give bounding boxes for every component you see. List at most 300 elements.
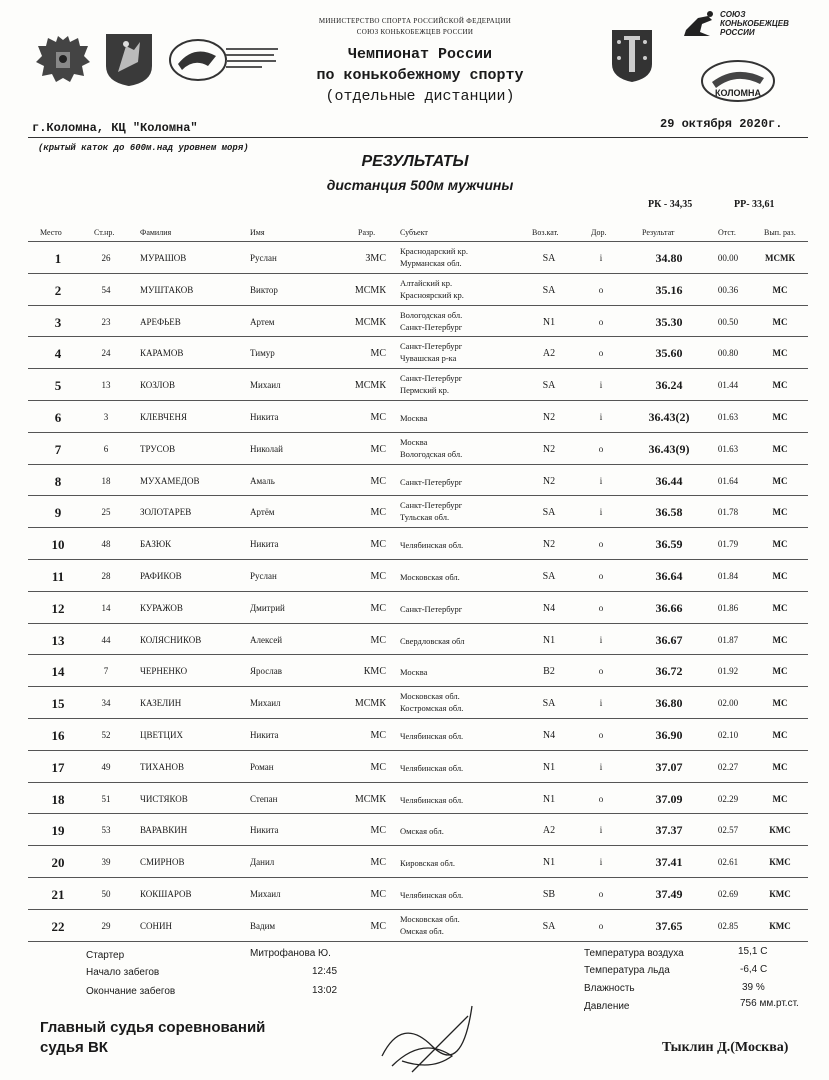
kolomna-arena-logo [700, 58, 776, 104]
result-cell: 35.60 [655, 346, 683, 361]
region-line-1: Санкт-Петербург [400, 373, 463, 384]
result-cell: 36.24 [655, 378, 683, 393]
bib-cell: 24 [101, 348, 111, 359]
region-line-1: Челябинская обл. [400, 540, 464, 551]
region-cell [400, 794, 463, 806]
category-cell: МС [772, 698, 788, 709]
air-temperature-label: Температура воздуха [584, 948, 684, 959]
age-category-cell: SA [542, 507, 556, 519]
category-cell: МС [772, 793, 788, 804]
place-cell: 9 [54, 505, 62, 521]
behind-cell: 00.36 [717, 284, 739, 295]
table-row [28, 528, 808, 560]
last-name-cell: ЧЕРНЕНКО [140, 666, 188, 677]
first-name-cell: Николай [250, 443, 283, 454]
behind-cell: 01.86 [717, 602, 739, 613]
bib-cell: 13 [101, 380, 111, 391]
table-row [28, 814, 808, 846]
behind-cell: 02.57 [717, 825, 739, 836]
table-row [28, 401, 808, 433]
region-line-1: Челябинская обл. [400, 730, 464, 741]
category-cell: МС [772, 729, 788, 740]
region-cell [400, 825, 444, 837]
bib-cell: 14 [101, 602, 111, 613]
rank-cell: МС [370, 857, 386, 869]
last-name-cell: СОНИН [140, 920, 173, 931]
distance-title: дистанция 500м мужчины [326, 177, 514, 193]
place-cell: 14 [51, 664, 65, 680]
humidity-value: 39 % [742, 982, 765, 993]
first-name-cell: Артём [250, 507, 275, 518]
place-cell: 15 [51, 696, 65, 712]
first-name-cell: Тимур [250, 348, 275, 359]
bib-cell: 44 [101, 634, 111, 645]
rank-cell: МСМК [354, 316, 386, 328]
category-cell: МС [772, 380, 788, 391]
age-category-cell: N1 [542, 761, 556, 773]
rank-cell: ЗМС [365, 253, 386, 264]
bib-cell: 48 [101, 539, 111, 550]
first-name-cell: Никита [250, 825, 279, 836]
last-name-cell: КУРАЖОВ [140, 602, 183, 613]
behind-cell: 01.64 [717, 475, 739, 486]
category-cell: КМС [769, 825, 791, 836]
rank-cell: МСМК [354, 284, 386, 296]
age-category-cell: SA [542, 284, 556, 296]
rank-cell: МС [370, 761, 386, 773]
place-cell: 6 [54, 409, 62, 425]
lane-cell: i [599, 475, 603, 486]
age-category-cell: B2 [543, 666, 555, 678]
first-name-cell: Виктор [250, 284, 278, 295]
region-cell [400, 499, 462, 523]
region-line-1: Московская обл. [400, 691, 460, 702]
first-name-cell: Роман [250, 761, 274, 772]
lane-cell: i [599, 507, 603, 518]
table-header [28, 228, 808, 240]
category-cell: МС [772, 348, 788, 359]
ministry-header [290, 16, 540, 38]
lane-cell: i [599, 380, 603, 391]
place-cell: 4 [54, 346, 62, 362]
age-category-cell: SA [542, 253, 556, 264]
col-rank: Разр. [358, 228, 376, 237]
first-name-cell: Руслан [250, 570, 277, 581]
place-cell: 21 [51, 886, 65, 902]
union-logo-line-3: РОССИИ [720, 28, 755, 37]
table-row [28, 337, 808, 369]
first-name-cell: Михаил [250, 380, 281, 391]
region-cell [400, 436, 462, 460]
result-cell: 37.07 [655, 759, 683, 774]
rank-cell: МСМК [354, 793, 386, 805]
category-cell: МС [772, 666, 788, 677]
region-line-1: Вологодская обл. [400, 309, 463, 320]
place-cell: 16 [51, 727, 65, 743]
age-category-cell: N2 [542, 411, 556, 423]
table-row [28, 910, 808, 942]
result-cell: 37.49 [655, 886, 683, 901]
title-line-2: по конькобежному спорту [316, 67, 524, 84]
region-line-1: Челябинская обл. [400, 762, 464, 773]
place-cell: 8 [54, 473, 62, 489]
age-category-cell: SB [542, 888, 556, 900]
region-line-2: Костромская обл. [400, 703, 464, 714]
region-line-1: Санкт-Петербург [400, 500, 463, 511]
col-region: Субъект [400, 228, 428, 237]
place-cell: 22 [51, 918, 65, 934]
lane-cell: o [598, 888, 604, 899]
first-name-cell: Руслан [250, 253, 277, 263]
chief-judge-name: Тыклин Д.(Москва) [662, 1040, 789, 1055]
region-line-1: Московская обл. [400, 571, 460, 582]
last-name-cell: МУХАМЕДОВ [140, 475, 200, 486]
starter-value: Митрофанова Ю. [250, 948, 331, 959]
lane-cell: o [598, 602, 604, 613]
title-line-3: (отдельные дистанции) [325, 88, 515, 105]
russia-record: РР- 33,61 [734, 199, 775, 210]
place-cell: 7 [54, 441, 62, 457]
place-cell: 1 [54, 251, 62, 266]
signature [372, 996, 492, 1076]
first-name-cell: Дмитрий [250, 602, 285, 613]
result-cell: 37.65 [655, 918, 683, 933]
bib-cell: 39 [101, 857, 111, 868]
region-cell [400, 857, 455, 869]
behind-cell: 01.63 [717, 411, 739, 422]
air-temperature-value: 15,1 С [738, 946, 768, 957]
lane-cell: o [598, 443, 604, 454]
lane-cell: i [599, 698, 603, 709]
first-name-cell: Артем [250, 316, 275, 327]
region-cell [400, 245, 468, 269]
last-name-cell: БАЗЮК [140, 539, 172, 550]
table-row [28, 783, 808, 815]
table-row [28, 846, 808, 878]
last-name-cell: ЗОЛОТАРЕВ [140, 507, 192, 518]
lane-cell: o [598, 729, 604, 740]
judge-line-2: судья ВК [40, 1039, 108, 1056]
table-row [28, 624, 808, 656]
header-divider [28, 137, 808, 138]
age-category-cell: N1 [542, 634, 556, 646]
bib-cell: 52 [101, 729, 111, 740]
col-lane: Дор. [591, 228, 607, 237]
category-cell: МС [772, 761, 788, 772]
category-cell: МС [772, 602, 788, 613]
last-name-cell: КАЗЕЛИН [140, 698, 182, 709]
bib-cell: 49 [101, 761, 111, 772]
ice-temperature-label: Температура льда [584, 965, 670, 976]
result-cell: 36.80 [655, 696, 683, 711]
ice-temperature-value: -6,4 С [740, 964, 768, 975]
last-name-cell: СМИРНОВ [140, 857, 185, 868]
col-category-achieved: Вып. раз. [764, 228, 796, 237]
category-cell: КМС [769, 857, 791, 868]
behind-cell: 02.61 [717, 857, 739, 868]
age-category-cell: A2 [542, 348, 556, 360]
behind-cell: 01.78 [717, 507, 739, 518]
behind-cell: 01.44 [717, 380, 739, 391]
rank-cell: МС [370, 825, 386, 837]
region-line-1: Свердловская обл [400, 635, 465, 646]
lane-cell: o [598, 539, 604, 550]
region-cell [400, 635, 465, 647]
region-cell [400, 309, 462, 333]
skater-icon [680, 10, 718, 40]
category-cell: МС [772, 443, 788, 454]
union-logo-line-2: КОНЬКОБЕЖЦЕВ [720, 19, 789, 28]
region-line-2: Санкт-Петербург [400, 321, 463, 332]
region-line-1: Москва [400, 667, 428, 678]
last-name-cell: РАФИКОВ [140, 570, 182, 581]
bib-cell: 23 [101, 316, 111, 327]
age-category-cell: N4 [542, 729, 556, 741]
start-time-value: 12:45 [312, 966, 338, 977]
last-name-cell: ЧИСТЯКОВ [140, 793, 188, 804]
result-cell: 36.59 [655, 537, 683, 552]
place-cell: 10 [51, 537, 65, 553]
place-cell: 12 [51, 600, 65, 616]
table-row [28, 560, 808, 592]
first-name-cell: Никита [250, 539, 279, 550]
region-cell [400, 412, 427, 424]
rank-cell: МС [370, 888, 386, 900]
table-row [28, 496, 808, 528]
event-date: 29 октября 2020г. [660, 117, 783, 131]
bib-cell: 34 [101, 698, 111, 709]
bib-cell: 6 [103, 443, 109, 454]
behind-cell: 02.10 [717, 729, 739, 740]
rank-cell: МС [370, 729, 386, 741]
age-category-cell: N2 [542, 475, 556, 487]
table-row [28, 433, 808, 465]
last-name-cell: ТРУСОВ [140, 443, 176, 454]
rank-cell: МС [370, 539, 386, 551]
region-cell [400, 372, 462, 396]
lane-cell: o [598, 920, 604, 931]
rank-cell: МС [370, 348, 386, 360]
last-name-cell: МУШТАКОВ [140, 284, 194, 295]
bib-cell: 29 [101, 920, 111, 931]
rank-cell: МС [370, 475, 386, 487]
age-category-cell: N1 [542, 316, 556, 328]
behind-cell: 01.84 [717, 570, 739, 581]
result-cell: 36.66 [655, 600, 683, 615]
region-cell [400, 340, 462, 364]
age-category-cell: N4 [542, 602, 556, 614]
age-category-cell: SA [542, 920, 556, 932]
lane-cell: o [598, 284, 604, 295]
age-category-cell: N2 [542, 443, 556, 455]
track-record: РК - 34,35 [648, 199, 693, 210]
first-name-cell: Ярослав [250, 666, 282, 677]
result-cell: 36.67 [655, 632, 683, 647]
venue: г.Коломна, КЦ "Коломна" [32, 121, 198, 135]
age-category-cell: N1 [542, 793, 556, 805]
last-name-cell: АРЕФЬЕВ [140, 316, 181, 327]
rank-cell: МС [370, 443, 386, 455]
category-cell: МСМК [764, 253, 795, 263]
region-line-2: Чувашская р-ка [400, 353, 457, 364]
lane-cell: o [598, 666, 604, 677]
region-cell [400, 690, 463, 714]
lane-cell: o [598, 570, 604, 581]
behind-cell: 00.80 [717, 348, 739, 359]
place-cell: 19 [51, 823, 65, 839]
rank-cell: МС [370, 634, 386, 646]
moscow-region-federation-logo [168, 36, 280, 82]
bib-cell: 25 [101, 507, 111, 518]
region-line-1: Челябинская обл. [400, 794, 464, 805]
bib-cell: 51 [101, 793, 111, 804]
rank-cell: МС [370, 411, 386, 423]
lane-cell: o [598, 316, 604, 327]
place-cell: 13 [51, 632, 65, 648]
rank-cell: МСМК [354, 698, 386, 710]
col-behind: Отст. [718, 228, 736, 237]
table-row [28, 687, 808, 719]
lane-cell: i [599, 857, 603, 868]
col-result: Результат [642, 228, 675, 237]
region-line-1: Краснодарский кр. [400, 246, 468, 256]
table-row [28, 465, 808, 497]
age-category-cell: A2 [542, 825, 556, 837]
region-line-1: Москва [400, 412, 428, 423]
region-line-1: Омская обл. [400, 826, 444, 837]
start-time-label: Начало забегов [86, 967, 160, 978]
bib-cell: 54 [101, 284, 111, 295]
region-cell [400, 603, 462, 615]
table-row [28, 655, 808, 687]
category-cell: КМС [769, 920, 791, 931]
region-cell [400, 539, 463, 551]
region-cell [400, 762, 463, 774]
moscow-coat-of-arms-logo [104, 32, 154, 88]
humidity-label: Влажность [584, 983, 635, 994]
result-cell: 36.44 [655, 473, 683, 488]
last-name-cell: ВАРАВКИН [140, 825, 188, 836]
last-name-cell: КОЗЛОВ [140, 380, 175, 391]
rank-cell: МСМК [354, 380, 386, 392]
region-line-1: Кировская обл. [400, 858, 455, 869]
judge-line-1: Главный судья соревнований [40, 1019, 266, 1036]
col-first-name: Имя [250, 228, 265, 237]
pressure-value: 756 мм.рт.ст. [740, 998, 799, 1009]
category-cell: МС [772, 475, 788, 486]
first-name-cell: Степан [250, 793, 278, 804]
place-cell: 3 [54, 314, 62, 330]
region-line-1: Челябинская обл. [400, 889, 464, 900]
table-row [28, 878, 808, 910]
first-name-cell: Вадим [250, 920, 276, 931]
chief-judge-title [40, 1018, 265, 1058]
behind-cell: 02.27 [717, 761, 739, 772]
championship-title [270, 44, 570, 107]
table-row [28, 369, 808, 401]
title-line-1: Чемпионат России [347, 46, 493, 63]
lane-cell: o [598, 348, 604, 359]
table-row [28, 719, 808, 751]
rank-cell: МС [370, 570, 386, 582]
lane-cell: o [598, 793, 604, 804]
behind-cell: 01.87 [717, 634, 739, 645]
table-row [28, 751, 808, 783]
region-cell [400, 913, 460, 937]
category-cell: МС [772, 539, 788, 550]
region-cell [400, 277, 464, 301]
region-line-2: Мурманская обл. [400, 258, 462, 268]
result-cell: 37.09 [655, 791, 683, 806]
last-name-cell: ТИХАНОВ [140, 761, 184, 772]
lane-cell: i [599, 634, 603, 645]
union-logo-line-1: СОЮЗ [720, 10, 746, 19]
region-cell [400, 730, 463, 742]
bib-cell: 18 [101, 475, 111, 486]
table-row [28, 274, 808, 306]
results-table [28, 241, 808, 942]
rank-cell: МС [370, 602, 386, 614]
bib-cell: 53 [101, 825, 111, 836]
first-name-cell: Алексей [250, 634, 283, 645]
rank-cell: КМС [363, 666, 386, 678]
pressure-label: Давление [584, 1001, 630, 1012]
result-cell: 35.30 [655, 314, 683, 329]
bib-cell: 7 [103, 666, 109, 677]
place-cell: 2 [54, 282, 62, 298]
result-cell: 36.64 [655, 568, 683, 583]
category-cell: МС [772, 570, 788, 581]
result-cell: 36.72 [655, 664, 683, 679]
region-line-1: Московская обл. [400, 913, 460, 924]
region-cell [400, 889, 463, 901]
result-cell: 36.43(2) [648, 409, 690, 424]
region-line-2: Вологодская обл. [400, 448, 463, 459]
kolomna-city-coat-of-arms-logo [610, 28, 654, 84]
region-line-1: Санкт-Петербург [400, 603, 463, 614]
result-cell: 36.58 [655, 505, 683, 520]
age-category-cell: SA [542, 570, 556, 582]
category-cell: МС [772, 507, 788, 518]
age-category-cell: N1 [542, 857, 556, 869]
region-line-2: Омская обл. [400, 925, 444, 936]
bib-cell: 50 [101, 888, 111, 899]
last-name-cell: КАРАМОВ [140, 348, 184, 359]
region-line-1: Санкт-Петербург [400, 476, 463, 487]
place-cell: 20 [51, 855, 65, 871]
russia-emblem-logo [34, 34, 92, 86]
place-cell: 17 [51, 759, 65, 775]
rank-cell: МС [370, 507, 386, 519]
bib-cell: 26 [101, 253, 111, 263]
category-cell: МС [772, 634, 788, 645]
category-cell: МС [772, 284, 788, 295]
result-cell: 37.37 [655, 823, 683, 838]
last-name-cell: КОКШАРОВ [140, 888, 192, 899]
result-cell: 37.41 [655, 855, 683, 870]
rink-note: (крытый каток до 600м.над уровнем моря) [38, 143, 249, 153]
first-name-cell: Михаил [250, 888, 281, 899]
behind-cell: 00.50 [717, 316, 739, 327]
last-name-cell: КОЛЯСНИКОВ [140, 634, 202, 645]
result-cell: 34.80 [655, 251, 683, 265]
region-line-2: Тульская обл. [400, 512, 450, 523]
behind-cell: 02.85 [717, 920, 739, 931]
behind-cell: 02.29 [717, 793, 739, 804]
col-place: Место [40, 228, 62, 237]
union-line: СОЮЗ КОНЬКОБЕЖЦЕВ РОССИИ [356, 28, 474, 36]
category-cell: МС [772, 316, 788, 327]
